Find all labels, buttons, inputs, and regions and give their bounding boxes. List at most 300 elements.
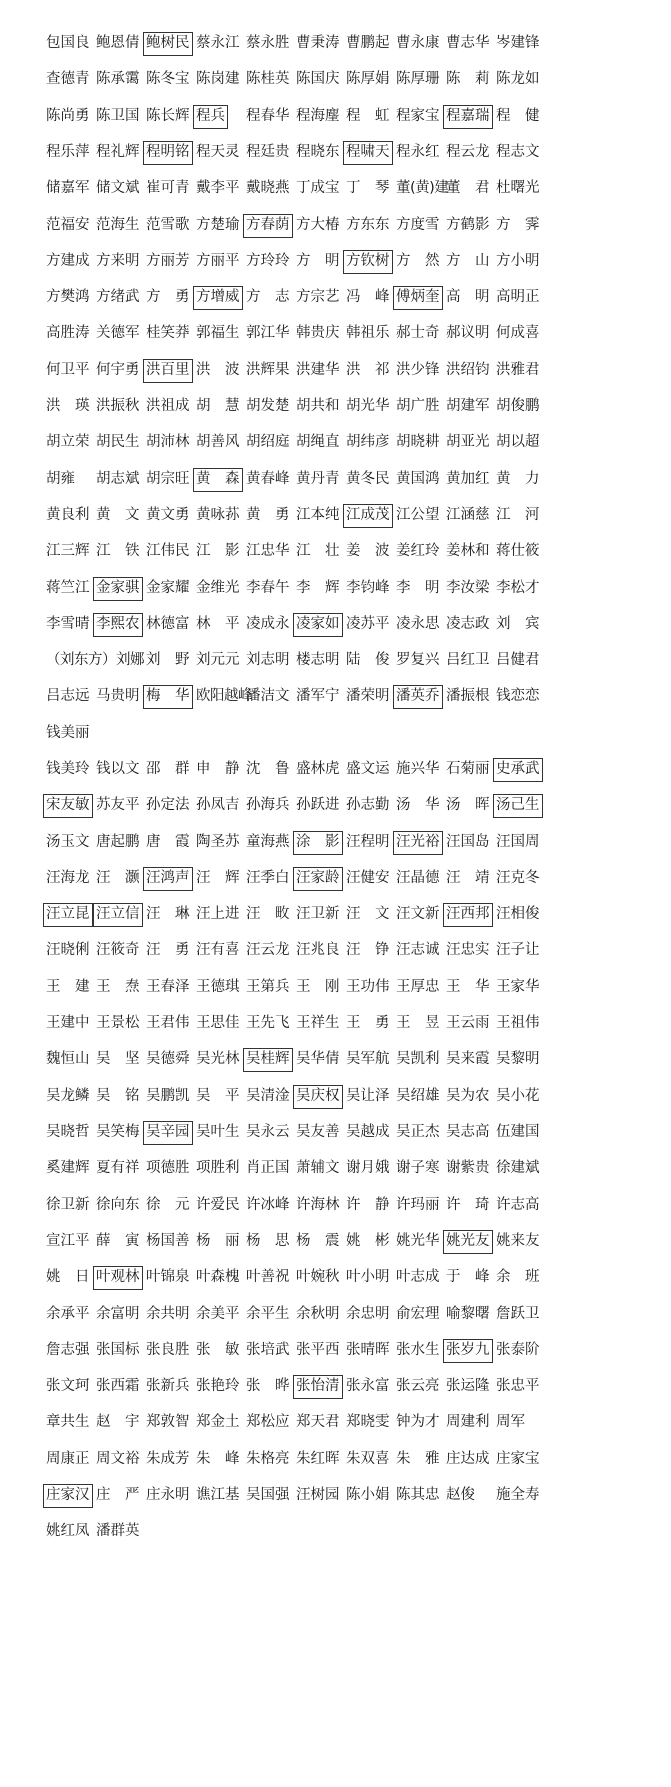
name-entry: 汪 畋 (246, 906, 290, 922)
name-entry: 汪 文 (346, 906, 390, 922)
name-entry: 程家宝 (396, 108, 440, 124)
name-entry: 张晴晖 (346, 1342, 390, 1358)
name-entry: 金维光 (196, 580, 240, 596)
name-entry: 张永富 (346, 1378, 390, 1394)
name-entry: 王德琪 (196, 979, 240, 995)
name-entry: 吴 平 (196, 1088, 240, 1104)
name-entry: 吴叶生 (196, 1124, 240, 1140)
name-entry: 吴清淦 (246, 1088, 290, 1104)
name-entry: 胡民生 (96, 434, 140, 450)
name-entry: 郝士奇 (396, 325, 440, 341)
name-entry: 汪 靖 (446, 870, 490, 886)
name-entry: 孙跃进 (296, 797, 340, 813)
name-entry: 赵 宇 (96, 1414, 140, 1430)
name-entry: 吴绍雄 (396, 1088, 440, 1104)
boxed-name: 鲍树民 (143, 32, 193, 56)
name-entry: 钱以文 (96, 761, 140, 777)
name-entry: 周军 (496, 1414, 525, 1430)
name-entry: 江涵慈 (446, 507, 490, 523)
name-entry: 郝议明 (446, 325, 490, 341)
name-entry: 曹秉涛 (296, 35, 340, 51)
name-entry: 洪 祁 (346, 362, 390, 378)
name-entry: 陈尚勇 (46, 108, 90, 124)
name-entry: 郑晓雯 (346, 1414, 390, 1430)
boxed-name: 梅 华 (143, 685, 193, 709)
name-entry: 喻黎曙 (446, 1306, 490, 1322)
name-entry: 汪 灏 (96, 870, 140, 886)
name-entry: 曹志华 (446, 35, 490, 51)
name-entry: 张培武 (246, 1342, 290, 1358)
name-entry: 薛 寅 (96, 1233, 140, 1249)
name-entry: 章共生 (46, 1414, 90, 1430)
name-entry: 岑建锋 (496, 35, 540, 51)
name-entry: 郑金土 (196, 1414, 240, 1430)
name-entry: 姜红玲 (396, 543, 440, 559)
name-entry: 洪辉果 (246, 362, 290, 378)
name-entry: 方丽芳 (146, 253, 190, 269)
name-entry: 余美平 (196, 1306, 240, 1322)
name-entry: 杨 思 (246, 1233, 290, 1249)
name-entry: 蔡永胜 (246, 35, 290, 51)
name-entry: 姚 日 (46, 1269, 90, 1285)
boxed-name: 汪西邦 (443, 903, 493, 927)
name-entry: 戴李平 (196, 180, 240, 196)
name-entry: 徐 元 (146, 1197, 190, 1213)
name-entry: 黄丹青 (296, 471, 340, 487)
name-entry: 吴凯利 (396, 1051, 440, 1067)
name-entry: 张 晔 (246, 1378, 290, 1394)
name-entry: 吴笑梅 (96, 1124, 140, 1140)
name-entry: 吴让泽 (346, 1088, 390, 1104)
name-entry: 郑敦智 (146, 1414, 190, 1430)
boxed-name: 方增威 (193, 286, 243, 310)
name-entry: 凌苏平 (346, 616, 390, 632)
name-entry: 洪建华 (296, 362, 340, 378)
name-entry: 江忠华 (246, 543, 290, 559)
name-entry: 黄加红 (446, 471, 490, 487)
name-entry: 江本纯 (296, 507, 340, 523)
name-entry: 程春华 (246, 108, 290, 124)
name-entry: 江 河 (496, 507, 540, 523)
name-entry: 关德军 (96, 325, 140, 341)
boxed-name: 张岁九 (443, 1339, 493, 1363)
name-entry: 苏友平 (96, 797, 140, 813)
name-entry: 方东东 (346, 217, 390, 233)
name-entry: 凌永思 (396, 616, 440, 632)
name-entry: 方宗艺 (296, 289, 340, 305)
name-entry: 黄 力 (496, 471, 540, 487)
name-entry: 吴小花 (496, 1088, 540, 1104)
boxed-name: 汪家龄 (293, 867, 343, 891)
name-entry: 胡光华 (346, 398, 390, 414)
name-entry: 潘荣明 (346, 688, 390, 704)
name-entry: 詹跃卫 (496, 1306, 540, 1322)
name-entry: 周建利 (446, 1414, 490, 1430)
name-entry: 楼志明 (296, 652, 340, 668)
name-entry: 陶圣苏 (196, 834, 240, 850)
name-entry: 孙凤吉 (196, 797, 240, 813)
name-entry: 查德青 (46, 71, 90, 87)
name-entry: 詹志强 (46, 1342, 90, 1358)
name-entry: 陈桂英 (246, 71, 290, 87)
name-entry: 张国标 (96, 1342, 140, 1358)
name-entry: 张新兵 (146, 1378, 190, 1394)
name-entry: 范海生 (96, 217, 140, 233)
name-entry: 董(黄)建 (396, 180, 449, 196)
name-entry: 王 焘 (96, 979, 140, 995)
boxed-name: 吴桂辉 (243, 1048, 293, 1072)
name-entry: 赵俊 (446, 1487, 475, 1503)
name-entry: 沈 鲁 (246, 761, 290, 777)
name-entry: 程 虹 (346, 108, 390, 124)
name-entry: 徐向东 (96, 1197, 140, 1213)
name-entry: 汪文新 (396, 906, 440, 922)
name-entry: 夏有祥 (96, 1160, 140, 1176)
name-entry: 方玲玲 (246, 253, 290, 269)
name-entry: 方楚瑜 (196, 217, 240, 233)
name-entry: 高胜涛 (46, 325, 90, 341)
name-entry: 朱格亮 (246, 1451, 290, 1467)
name-entry: 杨 丽 (196, 1233, 240, 1249)
name-entry: 丁 琴 (346, 180, 390, 196)
name-entry: 张良胜 (146, 1342, 190, 1358)
name-entry: 方来明 (96, 253, 140, 269)
name-entry: 郑松应 (246, 1414, 290, 1430)
name-entry: 桂笑莽 (146, 325, 190, 341)
name-entry: 陈长辉 (146, 108, 190, 124)
name-entry: 胡纬彦 (346, 434, 390, 450)
name-entry: 吴龙鳞 (46, 1088, 90, 1104)
name-entry: 洪振秋 (96, 398, 140, 414)
name-entry: 凌成永 (246, 616, 290, 632)
name-entry: 余秋明 (296, 1306, 340, 1322)
name-entry: 周康正 (46, 1451, 90, 1467)
name-entry: 方 霁 (496, 217, 540, 233)
name-entry: 陈厚珊 (396, 71, 440, 87)
name-entry: 罗复兴 (396, 652, 440, 668)
name-entry: 唐 霞 (146, 834, 190, 850)
boxed-name: 凌家如 (293, 613, 343, 637)
name-entry: 凌志政 (446, 616, 490, 632)
name-entry: 洪 波 (196, 362, 240, 378)
name-entry: 方樊鸿 (46, 289, 90, 305)
name-entry: 宣江平 (46, 1233, 90, 1249)
name-entry: 胡共和 (296, 398, 340, 414)
name-entry: 姜 波 (346, 543, 390, 559)
name-entry: 余平生 (246, 1306, 290, 1322)
name-entry: 许爱民 (196, 1197, 240, 1213)
name-entry: 洪 瑛 (46, 398, 90, 414)
name-entry: 王 昱 (396, 1015, 440, 1031)
name-entry: 洪绍钧 (446, 362, 490, 378)
name-entry: 陈龙如 (496, 71, 540, 87)
name-entry: 钱美丽 (46, 725, 90, 741)
boxed-name: 涂 影 (293, 831, 343, 855)
name-entry: 何宇勇 (96, 362, 140, 378)
name-entry: 吴光林 (196, 1051, 240, 1067)
boxed-name: 史承武 (493, 758, 543, 782)
name-entry: 曹鹏起 (346, 35, 390, 51)
name-entry: 张平西 (296, 1342, 340, 1358)
name-entry: 吕健君 (496, 652, 540, 668)
name-entry: 唐起鹏 (96, 834, 140, 850)
name-entry: 徐建斌 (496, 1160, 540, 1176)
name-entry: 吴越成 (346, 1124, 390, 1140)
name-entry: 胡雍 (46, 471, 75, 487)
name-entry: 施兴华 (396, 761, 440, 777)
name-entry: 钟为才 (396, 1414, 440, 1430)
name-entry: 许志高 (496, 1197, 540, 1213)
name-entry: 姜林和 (446, 543, 490, 559)
name-entry: 叶志成 (396, 1269, 440, 1285)
name-entry: 胡以超 (496, 434, 540, 450)
name-entry: 汤 华 (396, 797, 440, 813)
name-entry: 汪云龙 (246, 942, 290, 958)
name-entry: 李 明 (396, 580, 440, 596)
name-entry: 鲍恩倩 (96, 35, 140, 51)
name-entry: 余 班 (496, 1269, 540, 1285)
name-entry: 吕志远 (46, 688, 90, 704)
name-entry: 盛林虎 (296, 761, 340, 777)
name-entry: 汪国岛 (446, 834, 490, 850)
name-entry: 张运隆 (446, 1378, 490, 1394)
name-entry: 张忠平 (496, 1378, 540, 1394)
name-entry: 肖正国 (246, 1160, 290, 1176)
name-entry: 胡俊鹏 (496, 398, 540, 414)
name-entry: 王 华 (446, 979, 490, 995)
name-entry: 汤玉文 (46, 834, 90, 850)
name-entry: 张文珂 (46, 1378, 90, 1394)
name-entry: 姚光华 (396, 1233, 440, 1249)
name-entry: 王建中 (46, 1015, 90, 1031)
name-entry: 冯 峰 (346, 289, 390, 305)
name-entry: 程 健 (496, 108, 540, 124)
name-entry: 汪志诚 (396, 942, 440, 958)
name-entry: 方大椿 (296, 217, 340, 233)
name-entry: 汪兆良 (296, 942, 340, 958)
name-entry: 杨 震 (296, 1233, 340, 1249)
name-entry: 谯江基 (196, 1487, 240, 1503)
boxed-name: 汤己生 (493, 794, 543, 818)
name-entry: 孙海兵 (246, 797, 290, 813)
name-entry: 汪国周 (496, 834, 540, 850)
boxed-name: 叶观林 (93, 1266, 143, 1290)
name-entry: 姚红凤 (46, 1523, 90, 1539)
name-entry: 王第兵 (246, 979, 290, 995)
name-entry: 戴晓燕 (246, 180, 290, 196)
name-entry: 吴来霞 (446, 1051, 490, 1067)
name-entry: 许海林 (296, 1197, 340, 1213)
name-entry: 叶小明 (346, 1269, 390, 1285)
name-entry: 李春午 (246, 580, 290, 596)
name-entry: 余富明 (96, 1306, 140, 1322)
name-entry: 汪晓俐 (46, 942, 90, 958)
name-entry: 胡晓耕 (396, 434, 440, 450)
name-entry: 胡亚光 (446, 434, 490, 450)
name-entry: 汪子让 (496, 942, 540, 958)
name-entry: 胡广胜 (396, 398, 440, 414)
name-entry: 韩贵庆 (296, 325, 340, 341)
boxed-name: 庄家汉 (43, 1484, 93, 1508)
boxed-name: 汪立信 (93, 903, 143, 927)
name-entry: 吴鹏凯 (146, 1088, 190, 1104)
name-entry: 王景松 (96, 1015, 140, 1031)
name-entry: 王厚忠 (396, 979, 440, 995)
name-entry: 方 然 (396, 253, 440, 269)
name-entry: 吴军航 (346, 1051, 390, 1067)
name-entry: 胡沛林 (146, 434, 190, 450)
boxed-name: 汪立昆 (43, 903, 93, 927)
name-entry: 程天灵 (196, 144, 240, 160)
name-entry: 吴为农 (446, 1088, 490, 1104)
boxed-name: 吴辛园 (143, 1121, 193, 1145)
name-entry: 金家耀 (146, 580, 190, 596)
name-entry: 胡 慧 (196, 398, 240, 414)
name-entry: 汤 晖 (446, 797, 490, 813)
boxed-name: 程兵 (193, 105, 228, 129)
name-entry: 储文斌 (96, 180, 140, 196)
name-entry: 方 志 (246, 289, 290, 305)
boxed-name: 方钦树 (343, 250, 393, 274)
name-entry: 徐卫新 (46, 1197, 90, 1213)
name-entry: 江公望 (396, 507, 440, 523)
name-entry: 邵 群 (146, 761, 190, 777)
name-entry: 胡立荣 (46, 434, 90, 450)
name-entry: 洪少锋 (396, 362, 440, 378)
name-entry: 方 明 (296, 253, 340, 269)
name-entry: 孙志勤 (346, 797, 390, 813)
name-entry: 汪晶德 (396, 870, 440, 886)
name-entry: 蒋竺江 (46, 580, 90, 596)
name-entry: 黄 文 (96, 507, 140, 523)
name-entry: 吴德舜 (146, 1051, 190, 1067)
name-entry: 胡志斌 (96, 471, 140, 487)
name-entry: 林德富 (146, 616, 190, 632)
boxed-name: 方春荫 (243, 214, 293, 238)
name-entry: 叶善祝 (246, 1269, 290, 1285)
name-entry: 张西霜 (96, 1378, 140, 1394)
name-entry: 王思佳 (196, 1015, 240, 1031)
name-entry: 姚来友 (496, 1233, 540, 1249)
name-entry: 马贵明 (96, 688, 140, 704)
name-entry: 王祖伟 (496, 1015, 540, 1031)
name-entry: 方度雪 (396, 217, 440, 233)
name-entry: 方小明 (496, 253, 540, 269)
name-entry: 王 勇 (346, 1015, 390, 1031)
name-entry: 石菊丽 (446, 761, 490, 777)
name-entry: 刘元元 (196, 652, 240, 668)
name-entry: 潘群英 (96, 1523, 140, 1539)
name-entry: 项胜利 (196, 1160, 240, 1176)
name-entry: 胡发楚 (246, 398, 290, 414)
name-entry: 韩祖乐 (346, 325, 390, 341)
name-entry: 庄 严 (96, 1487, 140, 1503)
name-entry: 吴黎明 (496, 1051, 540, 1067)
name-entry: 汪克冬 (496, 870, 540, 886)
name-entry: 叶锦泉 (146, 1269, 190, 1285)
name-entry: 汪季白 (246, 870, 290, 886)
name-entry: 郭江华 (246, 325, 290, 341)
boxed-name: 程明铭 (143, 141, 193, 165)
name-entry: 曹永康 (396, 35, 440, 51)
name-entry: 董 君 (446, 180, 490, 196)
name-entry: 余承平 (46, 1306, 90, 1322)
name-entry: 魏恒山 (46, 1051, 90, 1067)
boxed-name: 洪百里 (143, 359, 193, 383)
name-entry: 王祥生 (296, 1015, 340, 1031)
name-entry: 江伟民 (146, 543, 190, 559)
name-entry: 张云亮 (396, 1378, 440, 1394)
name-entry: 叶森槐 (196, 1269, 240, 1285)
name-entry: 程永红 (396, 144, 440, 160)
boxed-name: 汪鸿声 (143, 867, 193, 891)
name-entry: 王家华 (496, 979, 540, 995)
name-entry: 王功伟 (346, 979, 390, 995)
name-entry: 汪程明 (346, 834, 390, 850)
name-entry: 汪健安 (346, 870, 390, 886)
name-entry: 姚 彬 (346, 1233, 390, 1249)
name-entry: 黄 勇 (246, 507, 290, 523)
name-entry: 谢紫贵 (446, 1160, 490, 1176)
name-entry: 汪相俊 (496, 906, 540, 922)
name-entry: 程海麈 (296, 108, 340, 124)
name-entry: 程礼辉 (96, 144, 140, 160)
name-entry: 林 平 (196, 616, 240, 632)
name-entry: 高明正 (496, 289, 540, 305)
name-entry: 汪海龙 (46, 870, 90, 886)
name-entry: 黄国鸿 (396, 471, 440, 487)
name-entry: 王春泽 (146, 979, 190, 995)
name-entry: 郭福生 (196, 325, 240, 341)
name-entry: 朱成芳 (146, 1451, 190, 1467)
name-entry: 余共明 (146, 1306, 190, 1322)
name-entry: 郑天君 (296, 1414, 340, 1430)
name-entry: 陈小娟 (346, 1487, 390, 1503)
name-entry: 叶婉秋 (296, 1269, 340, 1285)
name-entry: 吴志高 (446, 1124, 490, 1140)
name-entry: 方建成 (46, 253, 90, 269)
name-entry: 庄永明 (146, 1487, 190, 1503)
name-entry: 胡善风 (196, 434, 240, 450)
name-entry: 朱 雅 (396, 1451, 440, 1467)
name-entry: 于 峰 (446, 1269, 490, 1285)
name-entry: 谢月娥 (346, 1160, 390, 1176)
name-entry: 刘 野 (146, 652, 190, 668)
name-entry: 吴晓哲 (46, 1124, 90, 1140)
name-entry: 刘志明 (246, 652, 290, 668)
name-entry: 储嘉军 (46, 180, 90, 196)
name-entry: 何卫平 (46, 362, 90, 378)
name-entry: 许 琦 (446, 1197, 490, 1213)
name-entry: 江 影 (196, 543, 240, 559)
boxed-name: 姚光友 (443, 1230, 493, 1254)
name-entry: 奚建辉 (46, 1160, 90, 1176)
boxed-name: 张怡清 (293, 1375, 343, 1399)
name-entry: 萧辅文 (296, 1160, 340, 1176)
name-entry: 胡宗旺 (146, 471, 190, 487)
name-entry: 汪 铮 (346, 942, 390, 958)
name-entry: 吴永云 (246, 1124, 290, 1140)
name-entry: 朱 峰 (196, 1451, 240, 1467)
name-entry: 王先飞 (246, 1015, 290, 1031)
name-entry: 李汝梁 (446, 580, 490, 596)
name-entry: 谢子寒 (396, 1160, 440, 1176)
name-entry: 汪忠实 (446, 942, 490, 958)
name-entry: 庄家宝 (496, 1451, 540, 1467)
boxed-name: 傅炳奎 (393, 286, 443, 310)
name-entry: 项德胜 (146, 1160, 190, 1176)
name-entry: 蒋仕筱 (496, 543, 540, 559)
